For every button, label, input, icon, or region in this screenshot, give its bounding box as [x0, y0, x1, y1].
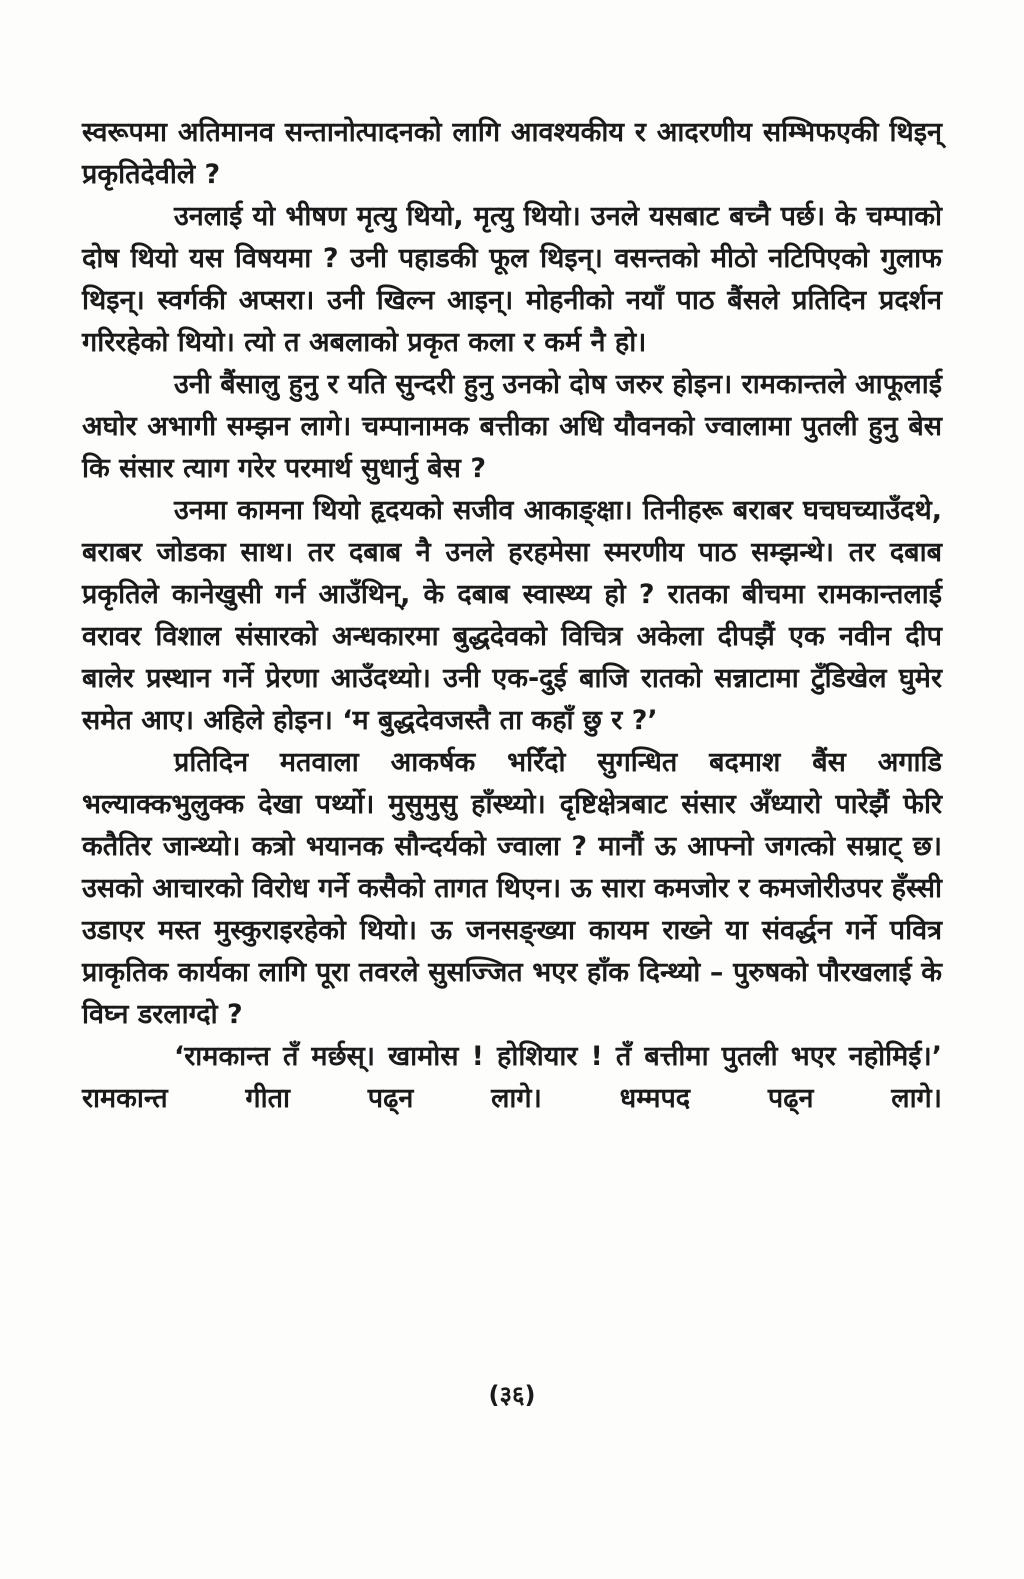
paragraph-continuation: स्वरूपमा अतिमानव सन्तानोत्पादनको लागि आवश्यकीय र आदरणीय सम्भिफएकी थिइन् प्रकृतिदेवीले ? [82, 117, 942, 190]
page-number: (३६) [488, 1381, 536, 1409]
body-text [82, 112, 942, 1120]
paragraph: ‘रामकान्त तँ मर्छस्। खामोस ! होशियार ! तँ बत्तीमा पुतली भएर नहोमिई।’ रामकान्त गीता पढ्न लागे। धम्मपद पढ्न लागे। [82, 1041, 942, 1114]
paragraph: उनी बैंसालु हुनु र यति सुन्दरी हुनु उनको दोष जरुर होइन। रामकान्तले आफूलाई अघोर अभागी सम्झन लागे। चम्पानामक बत्तीका अधि यौवनको ज्वालामा पुतली हुनु बेस कि संसार त्याग गरेर परमार्थ सुधार्नु बेस ? [82, 369, 942, 484]
paragraph: प्रतिदिन मतवाला आकर्षक भरिँदो सुगन्धित बदमाश बैंस अगाडि भल्याक्कभुलुक्क देखा पर्थ्यो। मुसुमुसु हाँस्थ्यो। दृष्टिक्षेत्रबाट संसार अँध्यारो पारेझैं फेरि कतैतिर जान्थ्यो। कत्रो भयानक सौन्दर्यको ज्वाला ? मानौं ऊ आफ्नो जगत्को सम्राट् छ। उसको आचारको विरोध गर्ने कसैको तागत थिएन। ऊ सारा कमजोर र कमजोरीउपर हँस्सी उडाएर मस्त मुस्कुराइरहेको थियो। ऊ जनसङ्ख्या कायम राख्ने या संवर्द्धन गर्ने पवित्र प्राकृतिक कार्यका लागि पूरा तवरले सुसज्जित भएर हाँक दिन्थ्यो – पुरुषको पौरखलाई के विघ्न डरलाग्दो ? [82, 747, 942, 1030]
paragraph: उनमा कामना थियो हृदयको सजीव आकाङ्क्षा। तिनीहरू बराबर घचघच्याउँदथे, बराबर जोडका साथ। तर दबाब नै उनले हरहमेसा स्मरणीय पाठ सम्झन्थे। तर दबाब प्रकृतिले कानेखुसी गर्न आउँथिन्, के दबाब स्वास्थ्य हो ? रातका बीचमा रामकान्तलाई वरावर विशाल संसारको अन्धकारमा बुद्धदेवको विचित्र अकेला दीपझैं एक नवीन दीप बालेर प्रस्थान गर्ने प्रेरणा आउँदथ्यो। उनी एक-दुई बाजि रातको सन्नाटामा टुँडिखेल घुमेर समेत आए। अहिले होइन। ‘म बुद्धदेवजस्तै ता कहाँ छु र ?’ [82, 495, 942, 736]
paragraph: उनलाई यो भीषण मृत्यु थियो, मृत्यु थियो। उनले यसबाट बच्नै पर्छ। के चम्पाको दोष थियो यस विषयमा ? उनी पहाडकी फूल थिइन्। वसन्तको मीठो नटिपिएको गुलाफ थिइन्। स्वर्गकी अप्सरा। उनी खिल्न आइन्। मोहनीको नयाँ पाठ बैंसले प्रतिदिन प्रदर्शन गरिरहेको थियो। त्यो त अबलाको प्रकृत कला र कर्म नै हो। [82, 201, 942, 358]
